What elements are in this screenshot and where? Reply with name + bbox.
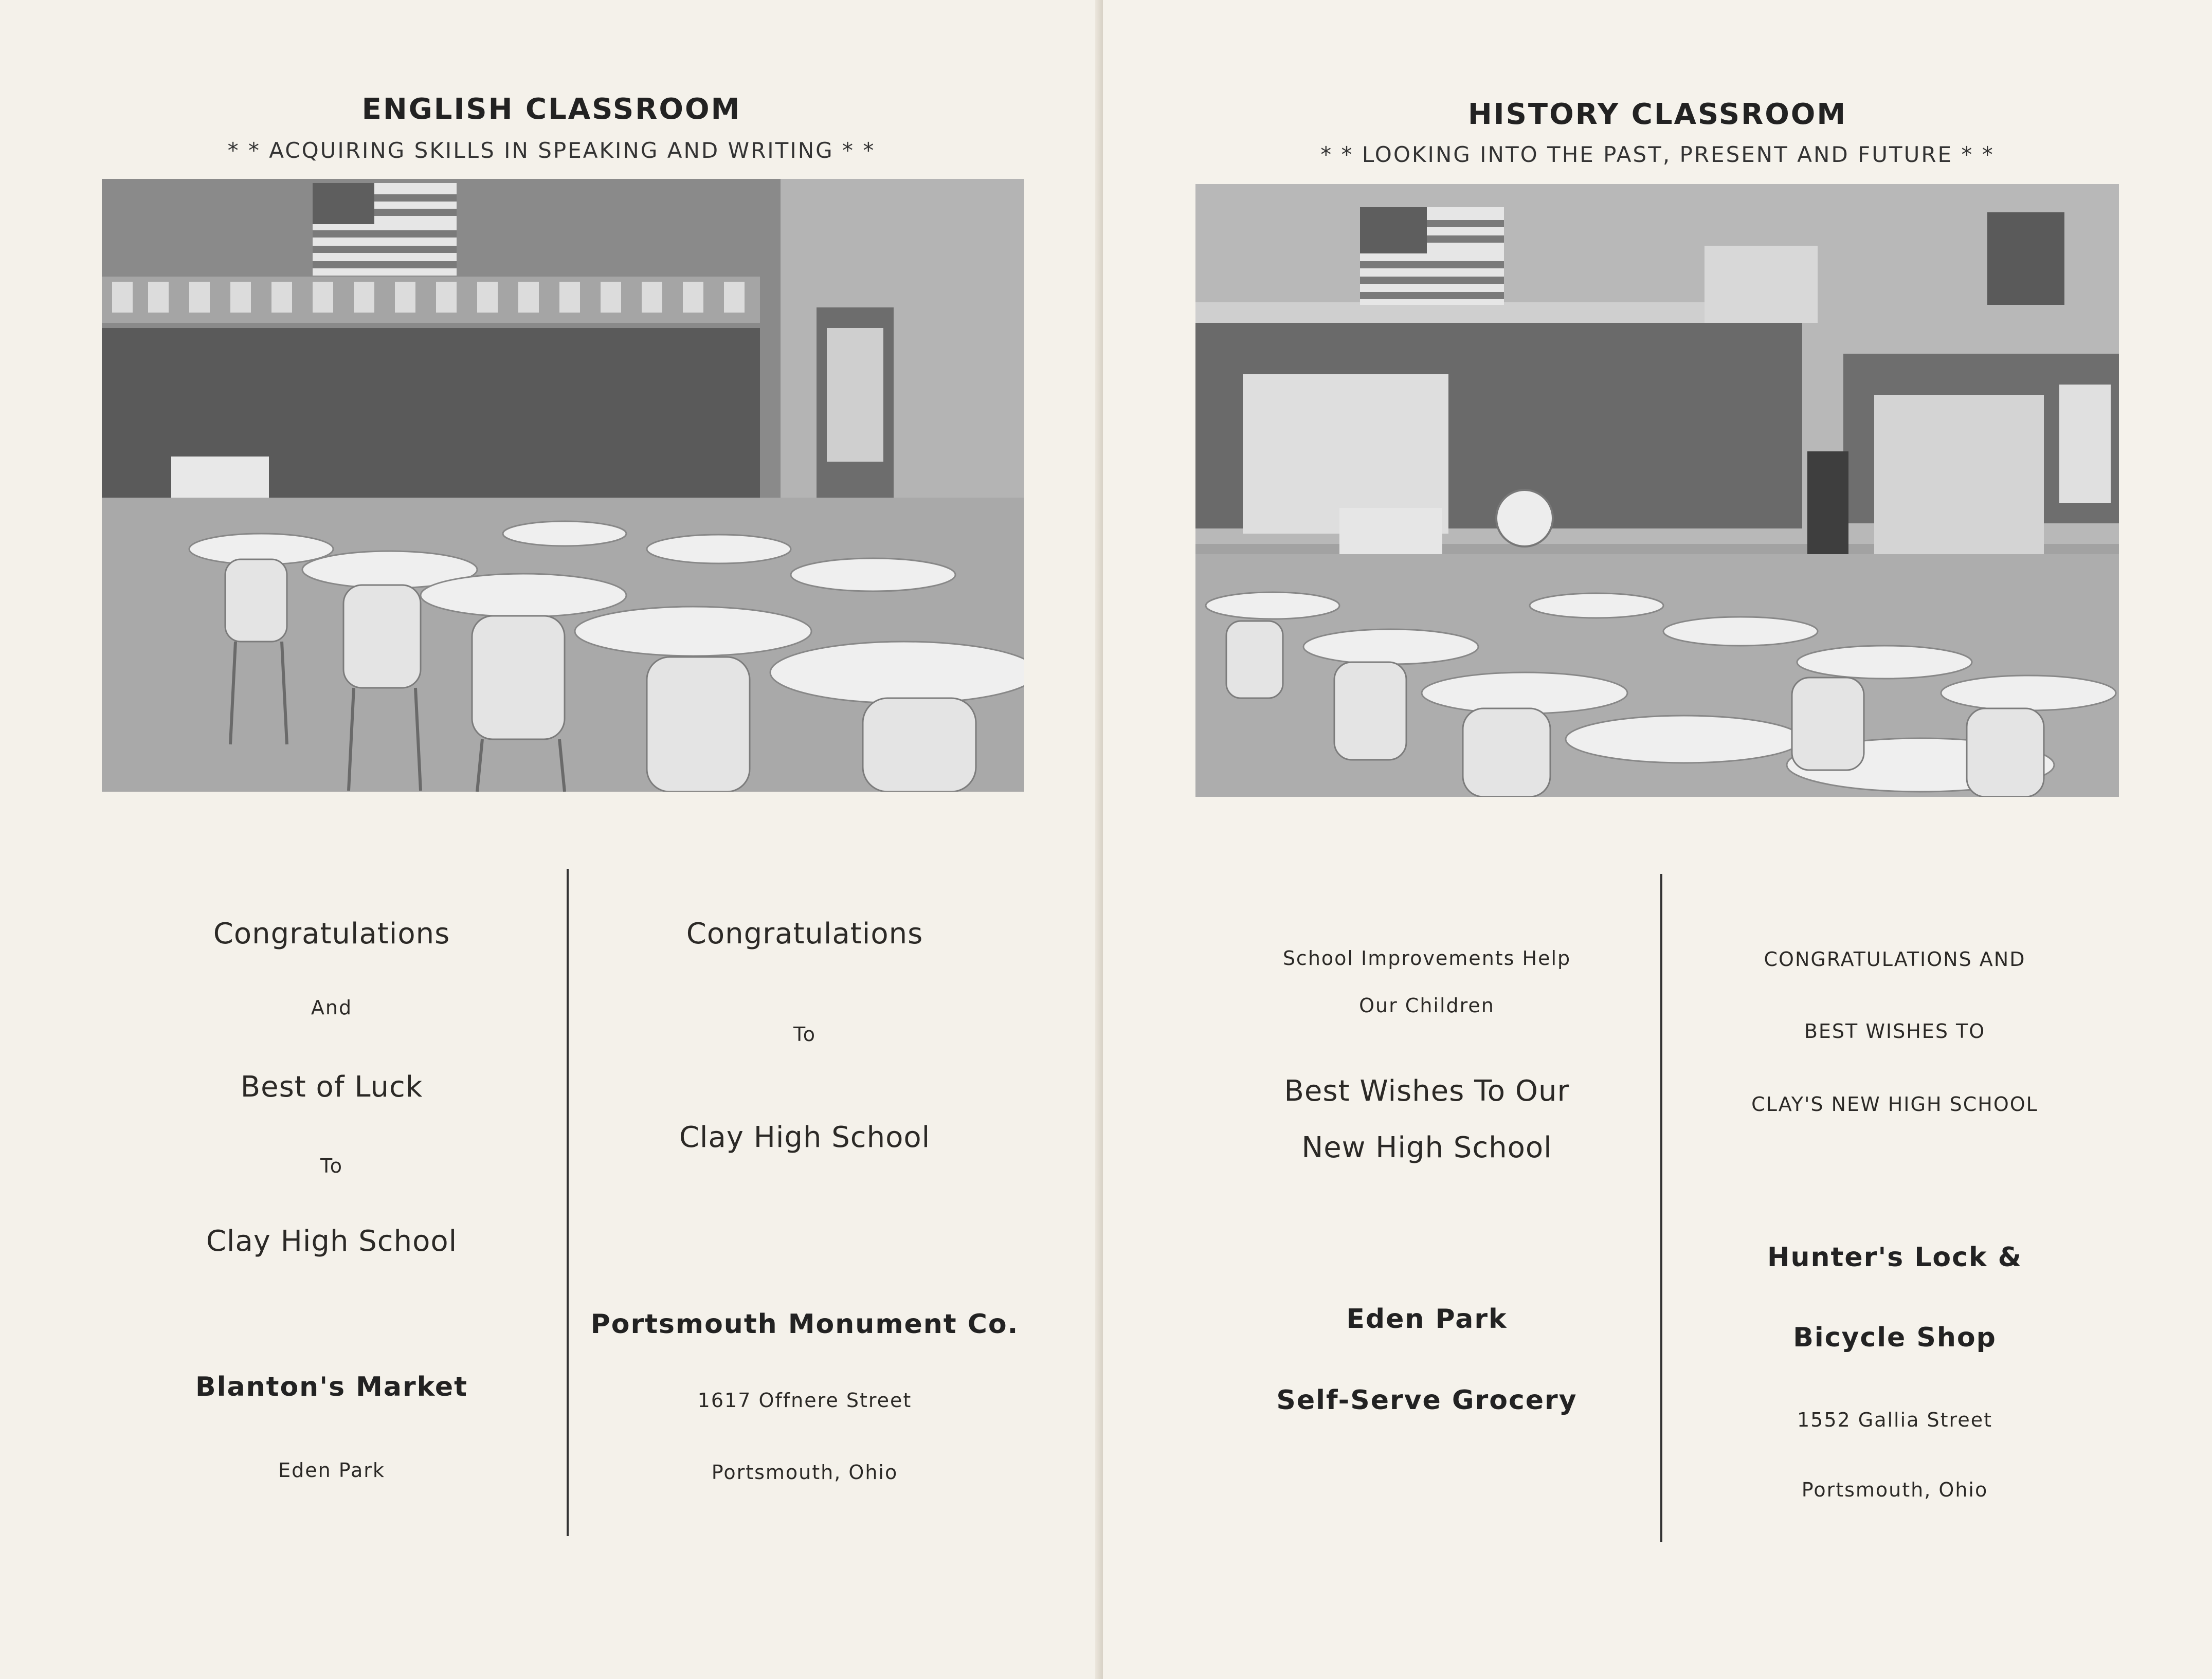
ad-line: CLAY'S NEW HIGH SCHOOL <box>1751 1093 2038 1116</box>
business-name: Portsmouth Monument Co. <box>590 1309 1019 1340</box>
ad-blantons-market <box>103 869 560 1537</box>
ad-line: Best of Luck <box>240 1070 423 1104</box>
ad-line: Congratulations <box>686 917 923 951</box>
ad-column-divider <box>567 869 569 1536</box>
business-name: Self-Serve Grocery <box>1276 1385 1578 1416</box>
english-classroom-subtitle: * * ACQUIRING SKILLS IN SPEAKING AND WRITING * * <box>227 138 876 163</box>
business-address: 1552 Gallia Street <box>1797 1409 1993 1431</box>
classroom-photo-graphic <box>1195 184 2119 797</box>
ad-line: Congratulations <box>213 917 450 951</box>
ad-line: Best Wishes To Our <box>1284 1074 1570 1108</box>
left-page <box>0 0 1103 1679</box>
classroom-photo-graphic <box>102 179 1024 792</box>
ad-line: To <box>320 1155 343 1177</box>
ad-portsmouth-monument <box>571 869 1039 1537</box>
ad-line: CONGRATULATIONS AND <box>1764 948 2026 971</box>
ad-eden-park-grocery <box>1195 874 1658 1542</box>
business-name: Blanton's Market <box>195 1372 468 1402</box>
ad-line: BEST WISHES TO <box>1804 1020 1986 1043</box>
business-address: 1617 Offnere Street <box>697 1389 912 1412</box>
history-classroom-title: HISTORY CLASSROOM <box>1467 98 1847 131</box>
ad-line: To <box>793 1023 816 1046</box>
business-name: Bicycle Shop <box>1793 1322 1997 1353</box>
history-classroom-subtitle: * * LOOKING INTO THE PAST, PRESENT AND FUTURE * * <box>1320 142 1995 167</box>
ad-line: Clay High School <box>679 1121 931 1154</box>
ad-hunters-lock-bicycle <box>1663 874 2126 1542</box>
business-address: Eden Park <box>278 1459 385 1482</box>
business-city: Portsmouth, Ohio <box>711 1461 898 1484</box>
business-name: Eden Park <box>1346 1304 1508 1335</box>
ad-line: School Improvements Help <box>1282 947 1571 970</box>
history-classroom-photo <box>1195 184 2119 797</box>
ad-column-divider <box>1660 874 1662 1542</box>
business-city: Portsmouth, Ohio <box>1801 1479 1988 1501</box>
english-classroom-title: ENGLISH CLASSROOM <box>361 93 741 126</box>
ad-line: Clay High School <box>206 1225 458 1258</box>
english-classroom-photo <box>102 179 1024 792</box>
ad-line: And <box>311 996 353 1019</box>
business-name: Hunter's Lock & <box>1767 1242 2023 1273</box>
ad-line: Our Children <box>1359 994 1495 1017</box>
right-page <box>1103 0 2212 1679</box>
ad-line: New High School <box>1301 1131 1552 1164</box>
